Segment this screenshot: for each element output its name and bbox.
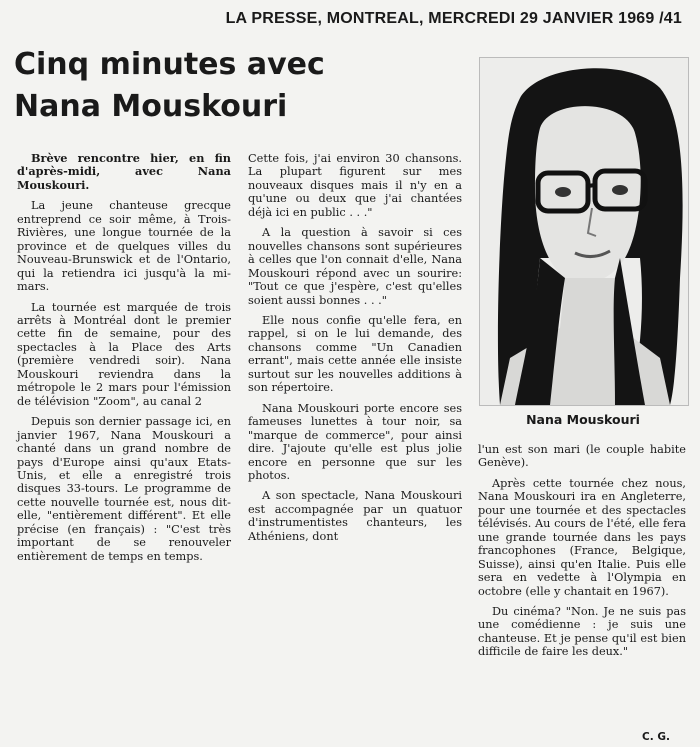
- article-paragraph: La tournée est marquée de trois arrêts à Montréal dont le premier cette fin de semaine, pour des spectacles à la Place des Arts (première vendredi soir). Nana Mouskouri reviendra dans la métropole le 2 mars pour l'émission de télévision "Zoom", au canal 2: [17, 300, 231, 408]
- article-paragraph: Elle nous confie qu'elle fera, en rappel, si on le lui demande, des chansons comme "Un Canadien errant", mais cette année elle insiste surtout sur les nouvelles additions à son répertoire.: [248, 313, 462, 395]
- article-paragraph: Après cette tournée chez nous, Nana Mouskouri ira en Angleterre, pour une tournée et des spectacles télévisés. Au cours de l'été, elle fera une grande tournée dans les pays francophones (France, Belgique, Suisse), ainsi qu'en Italie. Puis elle sera en vedette à l'Olympia en octobre (elle y chantait en 1967).: [478, 476, 686, 598]
- article-paragraph: Depuis son dernier passage ici, en janvier 1967, Nana Mouskouri a chanté dans un grand nombre de pays d'Europe ainsi qu'aux Etats-Unis, et elle a enregistré trois disques 33-tours. Le programme de cette nouvelle tournée est, nous dit-elle, "entièrement différent". Et elle précise (en français) : "C'est très important de se renouveler entièrement de temps en temps.: [17, 415, 231, 563]
- portrait-illustration: [480, 58, 688, 405]
- article-paragraph: Cette fois, j'ai environ 30 chansons. La plupart figurent sur mes nouveaux disques mais il n'y en a qu'une ou deux que j'ai chantées déjà ici en public . . .": [248, 152, 462, 219]
- article-paragraph: A son spectacle, Nana Mouskouri est accompagnée par un quatuor d'instrumentistes chanteurs, les Athéniens, dont: [248, 489, 462, 543]
- article-column-1: [17, 152, 231, 570]
- headline-line-1: Cinq minutes avec: [14, 47, 325, 82]
- article-column-3: [478, 443, 686, 666]
- article-column-2: [248, 152, 462, 550]
- article-paragraph: Du cinéma? "Non. Je ne suis pas une comédienne : je suis une chanteuse. Et je pense qu'il est bien difficile de faire les deux.": [478, 604, 686, 659]
- photo-caption: Nana Mouskouri: [526, 412, 640, 427]
- newspaper-masthead: LA PRESSE, MONTREAL, MERCREDI 29 JANVIER 1969 /41: [225, 10, 682, 27]
- headline-line-2: Nana Mouskouri: [14, 89, 288, 124]
- portrait-photo: [479, 57, 689, 406]
- lead-paragraph: Brève rencontre hier, en fin d'après-midi, avec Nana Mouskouri.: [17, 151, 231, 192]
- article-paragraph: Nana Mouskouri porte encore ses fameuses lunettes à tour noir, sa "marque de commerce", pour ainsi dire. J'ajoute qu'elle est plus jolie encore en personne que sur les photos.: [248, 401, 462, 482]
- author-signature: C. G.: [642, 731, 670, 743]
- article-headline: [14, 44, 344, 128]
- article-paragraph: A la question à savoir si ces nouvelles chansons sont supérieures à celles que l'on connait d'elle, Nana Mouskouri répond avec un sourire: "Tout ce que j'espère, c'est qu'elles soient aussi bonnes . . .": [248, 226, 462, 307]
- article-paragraph: La jeune chanteuse grecque entreprend ce soir même, à Trois-Rivières, une longue tournée de la province et de quelques villes du Nouveau-Brunswick et de l'Ontario, qui la retiendra ici jusqu'à la mi-mars.: [17, 199, 231, 294]
- article-paragraph: l'un est son mari (le couple habite Genève).: [478, 443, 686, 470]
